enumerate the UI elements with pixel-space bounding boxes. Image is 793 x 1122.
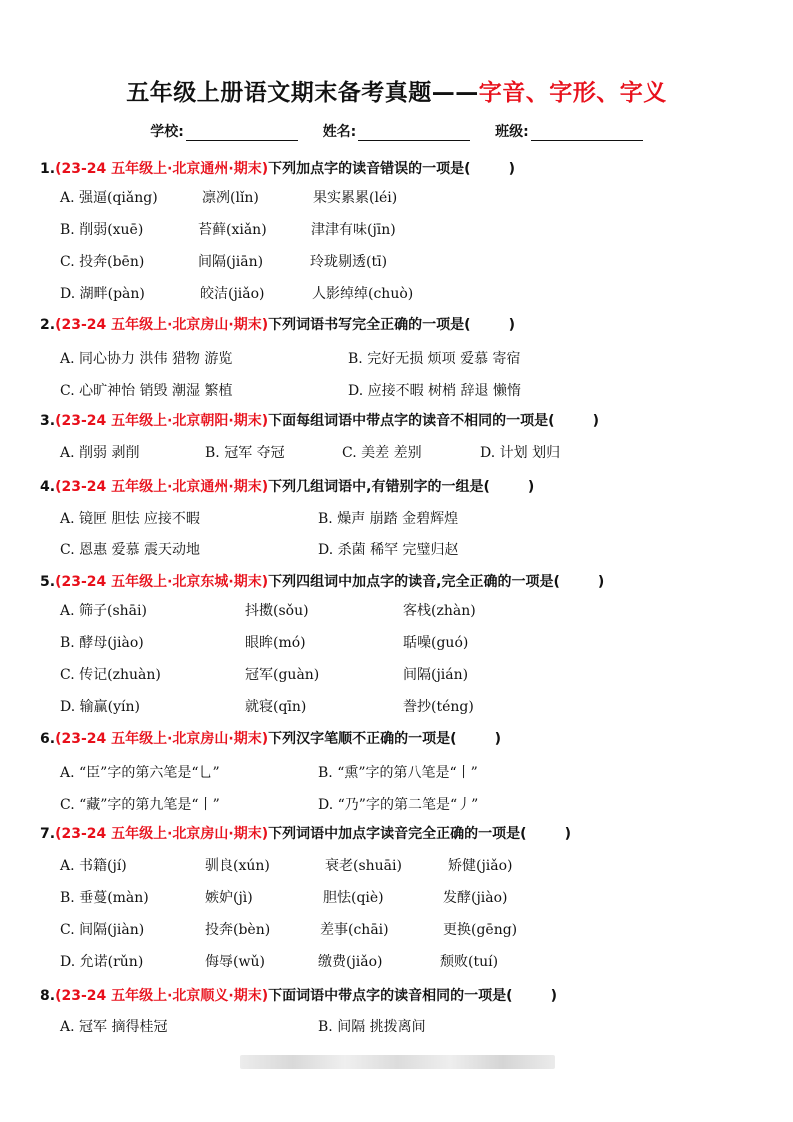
option-c: C. 投奔(bēn): [60, 254, 145, 270]
question-number: 3.: [40, 413, 56, 429]
question-close: ): [508, 317, 515, 333]
option-d: D. 湖畔(pàn): [60, 286, 145, 302]
question-stem: 下面每组词语中带点字的读音不相同的一项是(: [268, 413, 555, 429]
question-number: 2.: [40, 317, 56, 333]
question-close: ): [494, 731, 501, 747]
question-2: [40, 314, 515, 334]
option-d: D. “乃”字的第二笔是“丿”: [318, 797, 479, 813]
question-stem: 下列加点字的读音错误的一项是(: [268, 161, 471, 177]
question-number: 7.: [40, 826, 56, 842]
option-a: A. 书籍(jí): [60, 858, 127, 874]
option-a: A. 削弱 剥削: [60, 445, 140, 461]
question-number: 6.: [40, 731, 56, 747]
option-a: A. “臣”字的第六笔是“乚”: [60, 765, 220, 781]
option-d: D. 应接不暇 树梢 辞退 懒惰: [348, 383, 521, 399]
option-c: C. 美差 差别: [342, 445, 422, 461]
option-d-2: 侮辱(wǔ): [205, 954, 265, 970]
option-a-3: 果实累累(léi): [313, 190, 398, 206]
name-label: 姓名:: [322, 124, 357, 140]
option-d-4: 颓败(tuí): [440, 954, 499, 970]
question-number: 4.: [40, 479, 56, 495]
option-c: C. 传记(zhuàn): [60, 667, 161, 683]
school-label: 学校:: [150, 124, 184, 140]
question-close: ): [508, 161, 515, 177]
question-source: (23-24 五年级上·北京东城·期末): [55, 574, 269, 590]
question-number: 1.: [40, 161, 56, 177]
question-source: (23-24 五年级上·北京房山·期末): [55, 317, 269, 333]
student-info-row: [0, 121, 793, 141]
question-close: ): [550, 988, 557, 1004]
option-c-2: 冠军(guàn): [245, 667, 320, 683]
option-a-3: 客栈(zhàn): [403, 603, 476, 619]
question-6: [40, 728, 501, 748]
option-b: B. 完好无损 烦项 爱慕 寄宿: [348, 351, 521, 367]
option-a-2: 凛冽(lǐn): [202, 190, 259, 206]
option-c: C. 心旷神怡 销毁 潮湿 繁植: [60, 383, 233, 399]
question-close: ): [597, 574, 605, 590]
option-d-3: 缴费(jiǎo): [318, 954, 383, 970]
option-b-3: 聒噪(guó): [403, 635, 469, 651]
option-a: A. 筛子(shāi): [60, 603, 147, 619]
option-a: A. 同心协力 洪伟 猎物 游览: [60, 351, 233, 367]
question-number: 5.: [40, 574, 56, 590]
option-b-2: 苔藓(xiǎn): [198, 222, 267, 238]
option-c-4: 更换(gēng): [443, 922, 518, 938]
option-c-2: 投奔(bèn): [205, 922, 271, 938]
class-label: 班级:: [495, 124, 529, 140]
option-a-4: 矫健(jiǎo): [448, 858, 513, 874]
question-source: (23-24 五年级上·北京朝阳·期末): [55, 413, 269, 429]
option-d: D. 计划 划归: [480, 445, 561, 461]
class-field: [495, 121, 643, 141]
blurred-footer: [240, 1055, 555, 1069]
option-a-3: 衰老(shuāi): [325, 858, 402, 874]
question-8: [40, 985, 557, 1005]
option-a-2: 抖擞(sǒu): [245, 603, 309, 619]
option-d: D. 输赢(yín): [60, 699, 140, 715]
question-source: (23-24 五年级上·北京顺义·期末): [55, 988, 269, 1004]
option-d: D. 杀菌 稀罕 完璧归赵: [318, 542, 459, 558]
option-b-2: 嫉妒(jì): [205, 890, 253, 906]
option-a-2: 驯良(xún): [205, 858, 270, 874]
option-b-3: 胆怯(qiè): [323, 890, 384, 906]
question-close: ): [527, 479, 535, 495]
class-blank[interactable]: [531, 126, 643, 141]
question-source: (23-24 五年级上·北京通州·期末): [55, 161, 269, 177]
question-3: [40, 410, 599, 430]
option-c: C. 恩惠 爱慕 震天动地: [60, 542, 201, 558]
option-b: B. 垂蔓(màn): [60, 890, 149, 906]
question-stem: 下列汉字笔顺不正确的一项是(: [268, 731, 457, 747]
question-source: (23-24 五年级上·北京房山·期末): [55, 731, 269, 747]
option-c-3: 差事(chāi): [320, 922, 389, 938]
question-stem: 下列词语书写完全正确的一项是(: [268, 317, 471, 333]
page-title: [0, 74, 793, 107]
option-b-3: 津津有味(jīn): [311, 222, 396, 238]
question-stem: 下列几组词语中,有错别字的一组是(: [268, 479, 490, 495]
option-d: D. 允诺(rǔn): [60, 954, 144, 970]
option-b: B. 燥声 崩踏 金碧辉煌: [318, 511, 459, 527]
option-c-3: 间隔(jián): [403, 667, 469, 683]
option-c: C. “藏”字的第九笔是“丨”: [60, 797, 220, 813]
title-main: 五年级上册语文期末备考真题——: [126, 80, 479, 106]
option-b-2: 眼眸(mó): [245, 635, 306, 651]
question-stem: 下列词语中加点字读音完全正确的一项是(: [268, 826, 527, 842]
option-d-2: 皎洁(jiǎo): [200, 286, 265, 302]
question-5: [40, 571, 604, 591]
question-4: [40, 476, 534, 496]
option-d-3: 人影绰绰(chuò): [312, 286, 414, 302]
question-source: (23-24 五年级上·北京通州·期末): [55, 479, 269, 495]
question-close: ): [564, 826, 571, 842]
question-number: 8.: [40, 988, 56, 1004]
option-a: A. 镜匣 胆怯 应接不暇: [60, 511, 200, 527]
name-blank[interactable]: [358, 126, 470, 141]
option-b: B. 酵母(jiào): [60, 635, 144, 651]
school-field: [150, 121, 298, 141]
option-a: A. 冠军 摘得桂冠: [60, 1019, 168, 1035]
option-c: C. 间隔(jiàn): [60, 922, 145, 938]
option-d-2: 就寝(qīn): [245, 699, 307, 715]
option-a: A. 强逼(qiǎng): [60, 190, 158, 206]
question-7: [40, 823, 571, 843]
question-stem: 下列四组词中加点字的读音,完全正确的一项是(: [268, 574, 560, 590]
option-c-3: 玲珑剔透(tī): [310, 254, 388, 270]
question-stem: 下面词语中带点字的读音相同的一项是(: [268, 988, 513, 1004]
question-source: (23-24 五年级上·北京房山·期末): [55, 826, 269, 842]
title-highlight: 字音、字形、字义: [478, 80, 667, 106]
name-field: [323, 121, 471, 141]
question-close: ): [592, 413, 599, 429]
option-d-3: 誊抄(téng): [403, 699, 474, 715]
option-b: B. 冠军 夺冠: [205, 445, 285, 461]
option-b: B. 削弱(xuē): [60, 222, 144, 238]
option-b: B. “熏”字的第八笔是“丨”: [318, 765, 478, 781]
option-b: B. 间隔 挑拨离间: [318, 1019, 426, 1035]
school-blank[interactable]: [186, 126, 298, 141]
question-1: [40, 158, 515, 178]
option-c-2: 间隔(jiān): [198, 254, 264, 270]
option-b-4: 发酵(jiào): [443, 890, 508, 906]
